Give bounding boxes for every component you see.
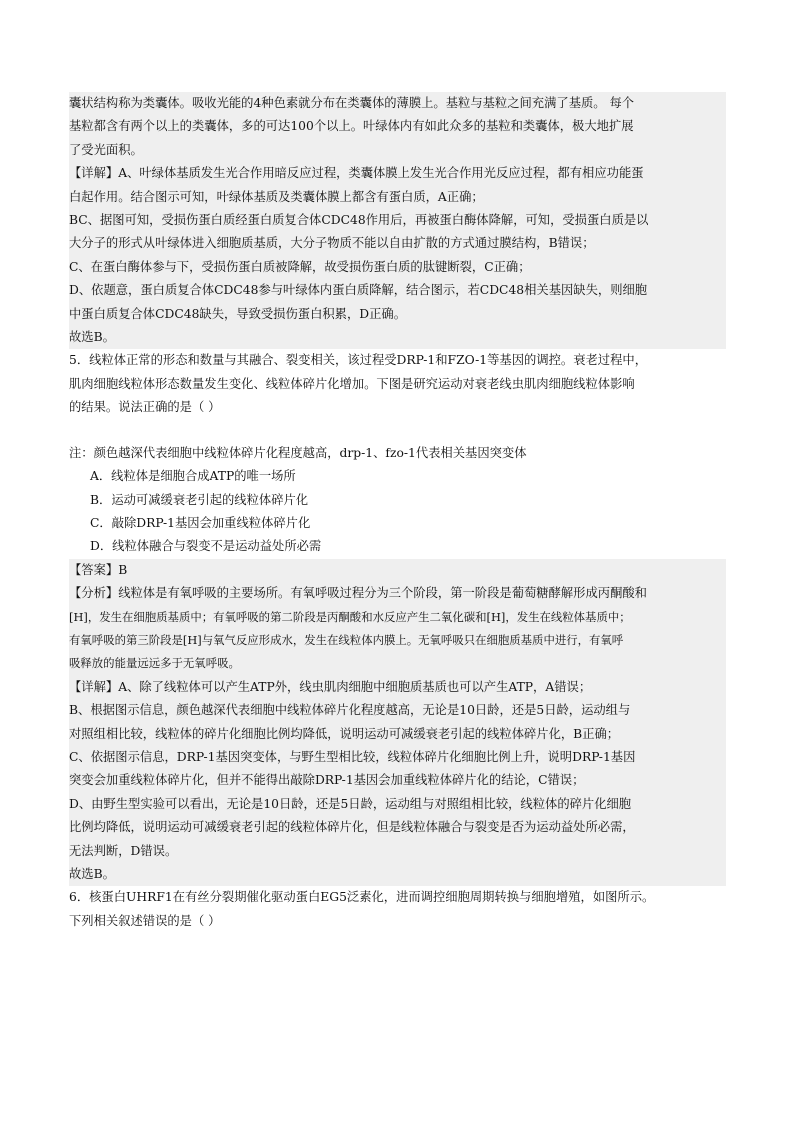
text-line: 大分子的形式从叶绿体进入细胞质基质，大分子物质不能以自由扩散的方式通过膜结构，B错误； bbox=[69, 232, 726, 255]
q5-answer-block bbox=[69, 559, 726, 582]
text-line: 对照组相比较，线粒体的碎片化细胞比例均降低，说明运动可减缓衰老引起的线粒体碎片化，B正确； bbox=[69, 723, 726, 746]
note-line: 注：颜色越深代表细胞中线粒体碎片化程度越高，drp-1、fzo-1代表相关基因突变体 bbox=[69, 445, 527, 460]
option-d: D．线粒体融合与裂变不是运动益处所必需 bbox=[90, 539, 322, 554]
text-line: 了受光面积。 bbox=[69, 139, 726, 162]
q5-analysis-block bbox=[69, 582, 726, 676]
explanation-tail-block bbox=[69, 92, 726, 162]
text-line: 【详解】A、叶绿体基质发生光合作用暗反应过程，类囊体膜上发生光合作用光反应过程，都有相应功能蛋 bbox=[69, 162, 726, 185]
figure-gap bbox=[69, 420, 726, 442]
q6-stem-block bbox=[69, 886, 726, 933]
text-line: 中蛋白质复合体CDC48缺失，导致受损伤蛋白积累，D正确。 bbox=[69, 303, 726, 326]
text-line: BC、据图可知，受损伤蛋白质经蛋白质复合体CDC48作用后，再被蛋白酶体降解，可知，受损蛋白质是以 bbox=[69, 209, 726, 232]
question-line: 6．核蛋白UHRF1在有丝分裂期催化驱动蛋白EG5泛素化，进而调控细胞周期转换与细胞增殖，如图所示。 bbox=[69, 890, 655, 905]
text-line: 【详解】A、除了线粒体可以产生ATP外，线虫肌肉细胞中细胞质基质也可以产生ATP，A错误； bbox=[69, 676, 726, 699]
text-line: 突变会加重线粒体碎片化，但并不能得出敲除DRP-1基因会加重线粒体碎片化的结论，C错误； bbox=[69, 769, 726, 792]
question-line: 下列相关叙述错误的是（ ） bbox=[69, 913, 221, 928]
text-line: [H]，发生在细胞质基质中；有氧呼吸的第二阶段是丙酮酸和水反应产生二氧化碳和[H]，发生在线粒体基质中； bbox=[69, 606, 726, 629]
option-a: A．线粒体是细胞合成ATP的唯一场所 bbox=[90, 469, 296, 484]
text-line: 比例均降低，说明运动可减缓衰老引起的线粒体碎片化，但是线粒体融合与裂变是否为运动益处所必需， bbox=[69, 816, 726, 839]
document-content bbox=[69, 92, 726, 933]
text-line: D、由野生型实验可以看出，无论是10日龄，还是5日龄，运动组与对照组相比较，线粒体的碎片化细胞 bbox=[69, 793, 726, 816]
q5-note-block bbox=[69, 442, 726, 465]
text-line: D、依题意，蛋白质复合体CDC48参与叶绿体内蛋白质降解，结合图示，若CDC48相关基因缺失，则细胞 bbox=[69, 279, 726, 302]
option-b: B．运动可减缓衰老引起的线粒体碎片化 bbox=[90, 492, 309, 507]
text-line: 吸释放的能量远远多于无氧呼吸。 bbox=[69, 652, 726, 675]
q5-detail-block bbox=[69, 676, 726, 887]
question-line: 5．线粒体正常的形态和数量与其融合、裂变相关，该过程受DRP-1和FZO-1等基因的调控。衰老过程中， bbox=[69, 353, 647, 368]
question-line: 肌肉细胞线粒体形态数量发生变化、线粒体碎片化增加。下图是研究运动对衰老线虫肌肉细胞线粒体影响 bbox=[69, 376, 635, 391]
text-line: C、依据图示信息，DRP-1基因突变体，与野生型相比较，线粒体碎片化细胞比例上升，说明DRP-1基因 bbox=[69, 746, 726, 769]
q5-options-block bbox=[69, 465, 726, 559]
question-line: 的结果。说法正确的是（ ） bbox=[69, 400, 221, 415]
text-line: 【分析】线粒体是有氧呼吸的主要场所。有氧呼吸过程分为三个阶段，第一阶段是葡萄糖酵解形成丙酮酸和 bbox=[69, 582, 726, 605]
text-line: 有氧呼吸的第三阶段是[H]与氧气反应形成水，发生在线粒体内膜上。无氧呼吸只在细胞质基质中进行，有氧呼 bbox=[69, 629, 726, 652]
text-line: 白起作用。结合图示可知，叶绿体基质及类囊体膜上都含有蛋白质，A正确； bbox=[69, 186, 726, 209]
answer-line: 【答案】B bbox=[69, 559, 726, 582]
text-line: 故选B。 bbox=[69, 863, 726, 886]
text-line: 故选B。 bbox=[69, 326, 726, 349]
text-line: B、根据图示信息，颜色越深代表细胞中线粒体碎片化程度越高，无论是10日龄，还是5日龄，运动组与 bbox=[69, 699, 726, 722]
q5-stem-block bbox=[69, 349, 726, 419]
text-line: 囊状结构称为类囊体。吸收光能的4种色素就分布在类囊体的薄膜上。基粒与基粒之间充满了基质。 每个 bbox=[69, 92, 726, 115]
text-line: C、在蛋白酶体参与下，受损伤蛋白质被降解，故受损伤蛋白质的肽键断裂，C正确； bbox=[69, 256, 726, 279]
text-line: 基粒都含有两个以上的类囊体，多的可达100个以上。叶绿体内有如此众多的基粒和类囊体，极大地扩展 bbox=[69, 115, 726, 138]
option-c: C．敲除DRP-1基因会加重线粒体碎片化 bbox=[90, 515, 311, 530]
q4-detail-block bbox=[69, 162, 726, 349]
text-line: 无法判断，D错误。 bbox=[69, 840, 726, 863]
